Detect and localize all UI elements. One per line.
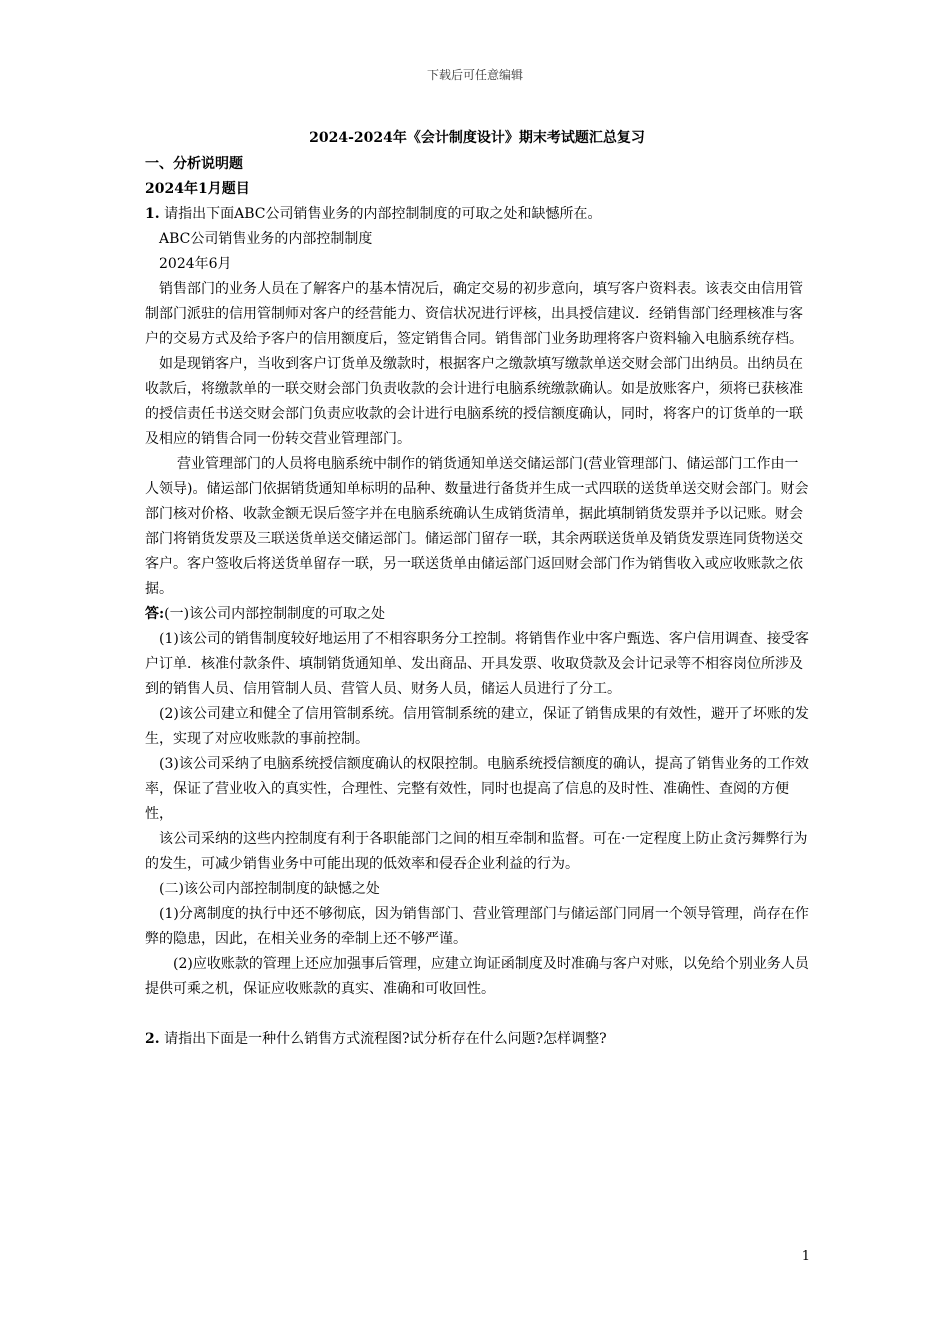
question-2-number: 2. (145, 1031, 160, 1047)
case-paragraph-1: 销售部门的业务人员在了解客户的基本情况后，确定交易的初步意向，填写客户资料表。该表交由信用管制部门派驻的信用管制师对客户的经营能力、资信状况进行评核，出具授信建议．经销售部门经理核准与客户的交易方式及给予客户的信用额度后，签定销售合同。销售部门业务助理将客户资料输入电脑系统存档。 (145, 281, 803, 347)
case-date: 2024年6月 (159, 256, 232, 272)
question-1-number: 1. (145, 206, 160, 222)
answer-summary: 该公司采纳的这些内控制度有利于各职能部门之间的相互牵制和监督。可在·一定程度上防止贪污舞弊行为的发生，可减少销售业务中可能出现的低效率和侵吞企业利益的行为。 (145, 831, 808, 872)
page-header: 下载后可任意编辑 (426, 68, 523, 82)
answer-label: 答: (145, 606, 165, 622)
subheading: 2024年1月题目 (145, 181, 250, 197)
question-2-text: 请指出下面是一种什么销售方式流程图?试分析存在什么问题?怎样调整? (164, 1031, 607, 1047)
document-body (145, 126, 809, 1052)
case-title: ABC公司销售业务的内部控制制度 (159, 231, 373, 247)
answer-item-3: (3)该公司采纳了电脑系统授信额度确认的权限控制。电脑系统授信额度的确认，提高了销售业务的工作效率，保证了营业收入的真实性，合理性、完整有效性，同时也提高了信息的及时性、准确性、查阅的方便性， (145, 756, 809, 822)
answer-item-1: (1)该公司的销售制度较好地运用了不相容职务分工控制。将销售作业中客户甄选、客户信用调查、接受客户订单．核准付款条件、填制销货通知单、发出商品、开具发票、收取贷款及会计记录等不相容岗位所涉及到的销售人员、信用管制人员、营管人员、财务人员，储运人员进行了分工。 (145, 631, 809, 697)
answer-part2-title: (二)该公司内部控制制度的缺憾之处 (159, 881, 380, 897)
shortcoming-item-1: (1)分离制度的执行中还不够彻底，因为销售部门、营业管理部门与储运部门同屑一个领导管理，尚存在作弊的隐患，因此，在相关业务的牵制上还不够严谨。 (145, 906, 809, 947)
document-title: 2024-2024年《会计制度设计》期末考试题汇总复习 (309, 130, 645, 146)
question-1 (145, 202, 809, 227)
question-1-text: 请指出下面ABC公司销售业务的内部控制制度的可取之处和缺憾所在。 (164, 206, 602, 222)
shortcoming-item-2: (2)应收账款的管理上还应加强事后管理，应建立询证函制度及时准确与客户对账，以免给个别业务人员提供可乘之机，保证应收账款的真实、准确和可收回性。 (145, 956, 809, 997)
answer-item-2: (2)该公司建立和健全了信用管制系统。信用管制系统的建立，保证了销售成果的有效性，避开了坏账的发生，实现了对应收账款的事前控制。 (145, 706, 809, 747)
answer-intro (145, 602, 809, 627)
spacer (145, 1002, 809, 1027)
page-number: 1 (801, 1249, 810, 1264)
section-heading: 一、分析说明题 (145, 156, 243, 172)
case-paragraph-2: 如是现销客户，当收到客户订货单及缴款时，根据客户之缴款填写缴款单送交财会部门出纳员。出纳员在收款后，将缴款单的一联交财会部门负责收款的会计进行电脑系统缴款确认。如是放账客户，须将已获核准的授信责任书送交财会部门负责应收款的会计进行电脑系统的授信额度确认，同时，将客户的订货单的一联及相应的销售合同一份转交营业管理部门。 (145, 356, 803, 447)
question-2 (145, 1027, 809, 1052)
case-paragraph-3: 营业管理部门的人员将电脑系统中制作的销货通知单送交储运部门(营业管理部门、储运部门工作由一人领导)。储运部门依据销货通知单标明的品种、数量进行备货并生成一式四联的送货单送交财会部门。财会部门核对价格、收款金额无误后签字并在电脑系统确认生成销货清单，据此填制销货发票并予以记账。财会部门将销货发票及三联送货单送交储运部门。储运部门留存一联，其余两联送货单及销货发票连同货物送交客户。客户签收后将送货单留存一联，另一联送货单由储运部门返回财会部门作为销售收入或应收账款之依据。 (145, 456, 809, 597)
answer-part1-title: (一)该公司内部控制制度的可取之处 (164, 606, 386, 622)
